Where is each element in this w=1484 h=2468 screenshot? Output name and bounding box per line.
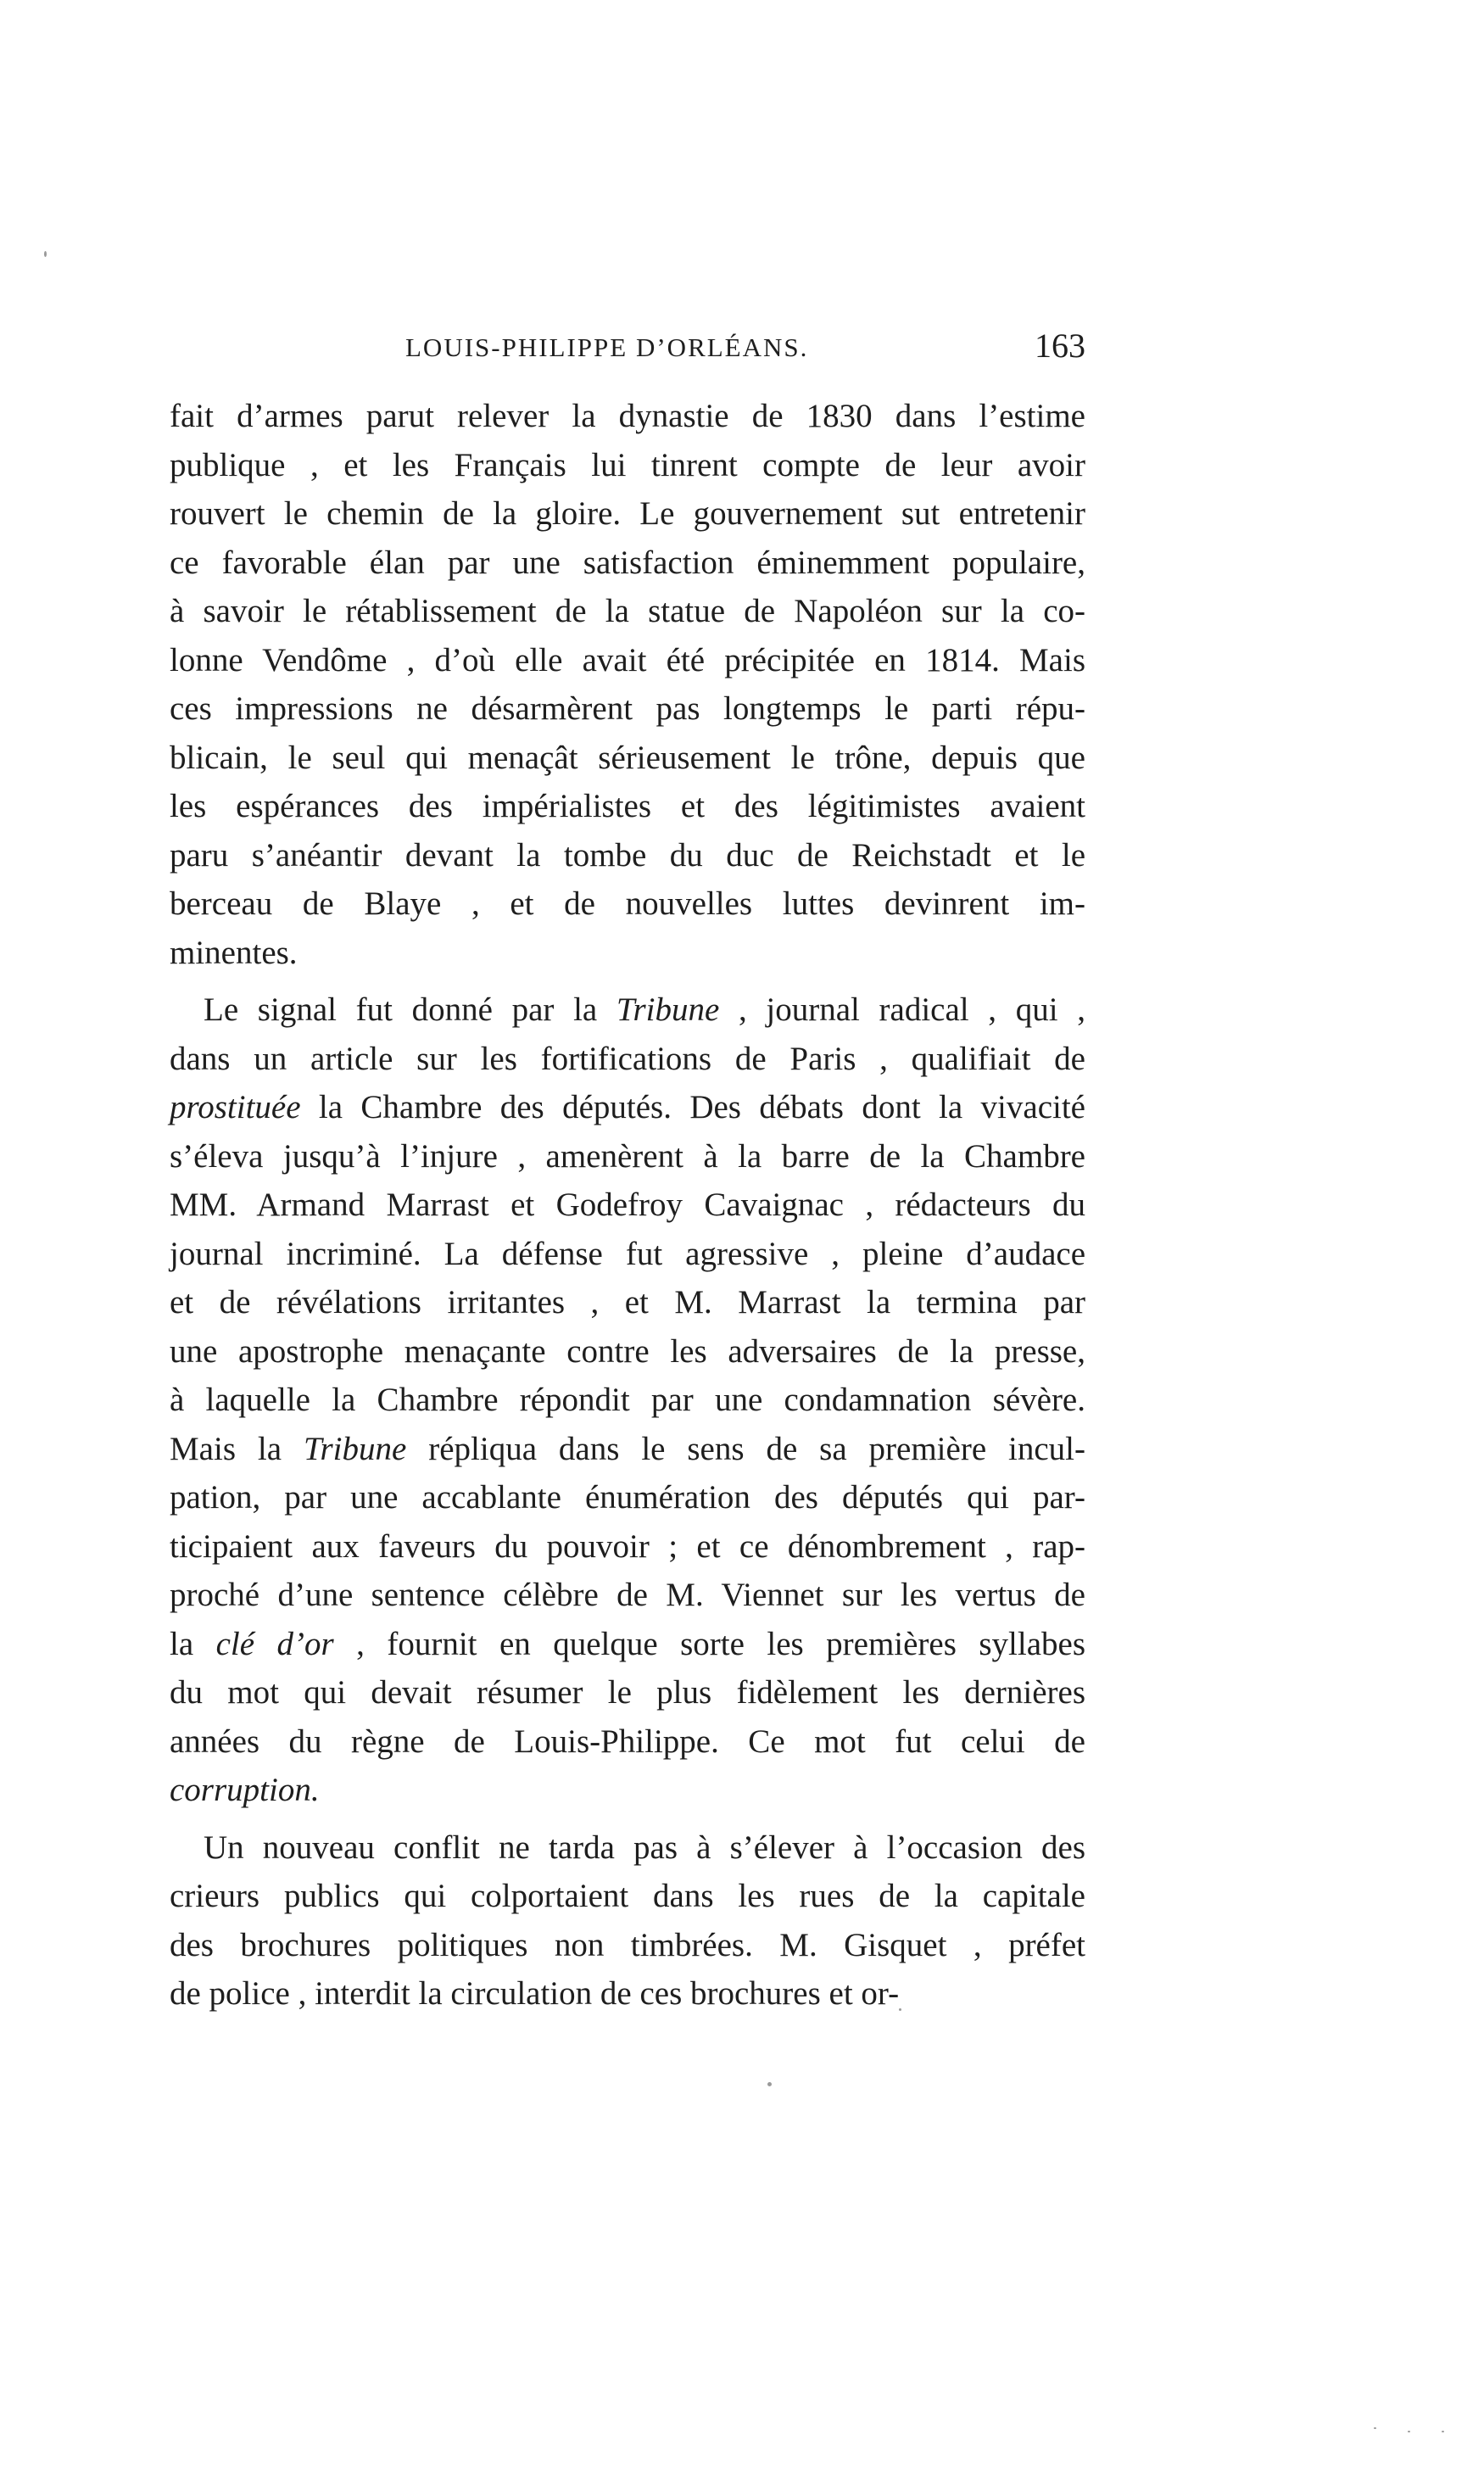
text-line: [170, 734, 1085, 783]
text-line: [170, 684, 1085, 734]
text-line: [170, 636, 1085, 685]
italic-text: clé d’or: [215, 1625, 334, 1662]
text-segment: berceau de Blaye , et de nouvelles luttes devinrent im-: [170, 885, 1085, 922]
scan-speck: [1374, 2427, 1376, 2429]
text-segment: paru s’anéantir devant la tombe du duc de Reichstadt et le: [170, 836, 1085, 874]
text-segment: crieurs publics qui colportaient dans les rues de la capitale: [170, 1878, 1085, 1914]
running-head: [170, 324, 1085, 375]
text-segment: dans un article sur les fortifications de Paris , qualifiait de: [170, 1040, 1085, 1077]
italic-text: prostituée: [170, 1089, 301, 1125]
italic-text: Tribune: [616, 991, 720, 1028]
text-line: [170, 1823, 1085, 1873]
text-line: [170, 392, 1085, 441]
paragraph: [170, 1823, 1085, 2019]
text-segment: la: [170, 1625, 216, 1662]
text-line: [170, 929, 1085, 978]
text-line: [170, 539, 1085, 588]
text-segment: proché d’une sentence célèbre de M. Viennet sur les vertus de: [170, 1577, 1085, 1613]
text-segment: Un nouveau conflit ne tarda pas à s’élever à l’occasion des: [204, 1829, 1085, 1866]
text-segment: , fournit en quelque sorte les premières syllabes: [333, 1625, 1085, 1662]
scan-speck: [899, 2008, 901, 2011]
text-segment: à savoir le rétablissement de la statue de Napoléon sur la co-: [170, 593, 1085, 629]
text-segment: années du règne de Louis-Philippe. Ce mot fut celui de: [170, 1723, 1085, 1760]
text-line: [170, 441, 1085, 490]
text-line: [170, 1035, 1085, 1084]
text-segment: Le signal fut donné par la: [204, 991, 616, 1028]
scan-speck: [44, 251, 47, 257]
text-line: [170, 1717, 1085, 1767]
text-segment: lonne Vendôme , d’où elle avait été précipitée en 1814. Mais: [170, 641, 1085, 678]
text-line: [170, 489, 1085, 539]
text-segment: ce favorable élan par une satisfaction éminemment populaire,: [170, 544, 1085, 581]
text-segment: MM. Armand Marrast et Godefroy Cavaignac , rédacteurs du: [170, 1187, 1085, 1223]
text-segment: la Chambre des députés. Des débats dont la vivacité: [300, 1089, 1085, 1125]
running-title: LOUIS-PHILIPPE D’ORLÉANS.: [405, 332, 809, 362]
text-segment: et de révélations irritantes , et M. Marrast la termina par: [170, 1284, 1085, 1321]
page-number: 163: [1035, 327, 1085, 365]
text-line: [170, 1132, 1085, 1181]
text-segment: du mot qui devait résumer le plus fidèlement les dernières: [170, 1674, 1085, 1711]
italic-text: corruption.: [170, 1772, 320, 1808]
text-line: [170, 1766, 1085, 1815]
text-line: [170, 1921, 1085, 1970]
text-line: [170, 831, 1085, 880]
italic-text: Tribune: [303, 1430, 407, 1467]
text-line: [170, 1872, 1085, 1921]
text-line: [170, 879, 1085, 929]
text-segment: à laquelle la Chambre répondit par une condamnation sévère.: [170, 1382, 1085, 1418]
text-line: [170, 986, 1085, 1035]
text-line: [170, 1083, 1085, 1132]
text-segment: pation, par une accablante énumération des députés qui par-: [170, 1479, 1085, 1516]
text-line: [170, 1181, 1085, 1230]
text-line: [170, 782, 1085, 831]
text-line: [170, 1969, 1085, 2019]
text-segment: des brochures politiques non timbrées. M. Gisquet , préfet: [170, 1926, 1085, 1963]
text-segment: fait d’armes parut relever la dynastie de 1830 dans l’estime: [170, 398, 1085, 434]
text-line: [170, 1620, 1085, 1669]
scan-speck: [1408, 2431, 1410, 2432]
text-line: [170, 1522, 1085, 1572]
text-segment: , journal radical , qui ,: [719, 991, 1085, 1028]
text-line: [170, 1376, 1085, 1425]
text-segment: répliqua dans le sens de sa première incul-: [406, 1430, 1085, 1467]
body-text: [170, 392, 1085, 2019]
text-segment: ces impressions ne désarmèrent pas longtemps le parti répu-: [170, 690, 1085, 727]
paragraph: [170, 986, 1085, 1815]
text-segment: blicain, le seul qui menaçât sérieusement le trône, depuis que: [170, 739, 1085, 776]
paragraph: [170, 392, 1085, 977]
text-line: [170, 587, 1085, 636]
text-line: [170, 1473, 1085, 1522]
text-segment: Mais la: [170, 1430, 304, 1467]
text-segment: publique , et les Français lui tinrent compte de leur avoir: [170, 446, 1085, 483]
text-segment: une apostrophe menaçante contre les adversaires de la presse,: [170, 1332, 1085, 1370]
text-line: [170, 1668, 1085, 1717]
scan-speck: [767, 2082, 772, 2086]
text-line: [170, 1327, 1085, 1376]
text-line: [170, 1425, 1085, 1474]
text-segment: les espérances des impérialistes et des légitimistes avaient: [170, 788, 1085, 824]
text-line: [170, 1571, 1085, 1620]
text-line: [170, 1230, 1085, 1279]
text-segment: minentes.: [170, 934, 298, 971]
text-segment: journal incriminé. La défense fut agressive , pleine d’audace: [170, 1235, 1085, 1272]
text-segment: rouvert le chemin de la gloire. Le gouvernement sut entretenir: [170, 495, 1085, 532]
text-segment: s’éleva jusqu’à l’injure , amenèrent à la barre de la Chambre: [170, 1137, 1085, 1175]
text-segment: de police , interdit la circulation de ces brochures et or-: [170, 1975, 900, 2012]
scan-speck: [1442, 2431, 1444, 2432]
text-line: [170, 1278, 1085, 1327]
text-segment: ticipaient aux faveurs du pouvoir ; et ce dénombrement , rap-: [170, 1527, 1085, 1565]
